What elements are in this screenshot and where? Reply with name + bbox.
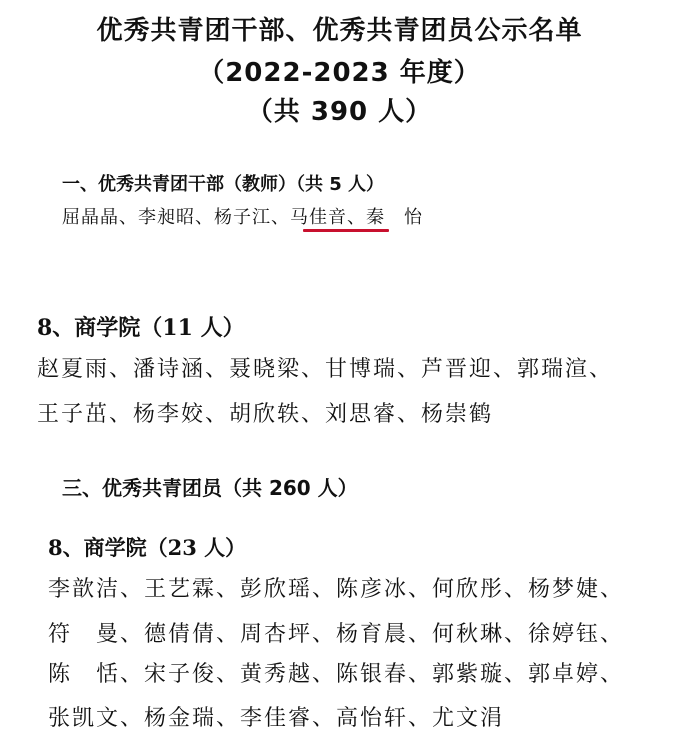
- section-heading-business-school-cadres: 8、商学院（11 人）: [37, 315, 245, 341]
- document-total-count: （共 390 人）: [246, 97, 433, 127]
- name-list-line: 符 曼、德倩倩、周杏坪、杨育晨、何秋琳、徐婷钰、: [48, 622, 625, 647]
- section-heading-outstanding-members: 三、优秀共青团员（共 260 人）: [62, 476, 358, 500]
- name-list-line: 赵夏雨、潘诗涵、聂晓梁、甘博瑞、芦晋迎、郭瑞渲、: [37, 357, 614, 382]
- document-title: 优秀共青团干部、优秀共青团员公示名单: [96, 16, 583, 46]
- name-list-cadres-teachers: 屈晶晶、李昶昭、杨子江、马佳音、秦 怡: [62, 207, 423, 228]
- highlight-underline: [303, 229, 389, 232]
- name-list-line: 张凯文、杨金瑞、李佳睿、高怡轩、尤文涓: [48, 706, 505, 731]
- name-list-line: 李歆洁、王艺霖、彭欣瑶、陈彦冰、何欣彤、杨梦婕、: [48, 577, 625, 602]
- section-heading-business-school-members: 8、商学院（23 人）: [48, 535, 247, 560]
- section-heading-cadres-teachers: 一、优秀共青团干部（教师）（共 5 人）: [62, 174, 385, 195]
- document-year: （2022-2023 年度）: [198, 58, 481, 88]
- name-list-line: 王子茁、杨李姣、胡欣轶、刘思睿、杨崇鹤: [37, 402, 494, 427]
- name-list-line: 陈 恬、宋子俊、黄秀越、陈银春、郭紫璇、郭卓婷、: [48, 662, 625, 687]
